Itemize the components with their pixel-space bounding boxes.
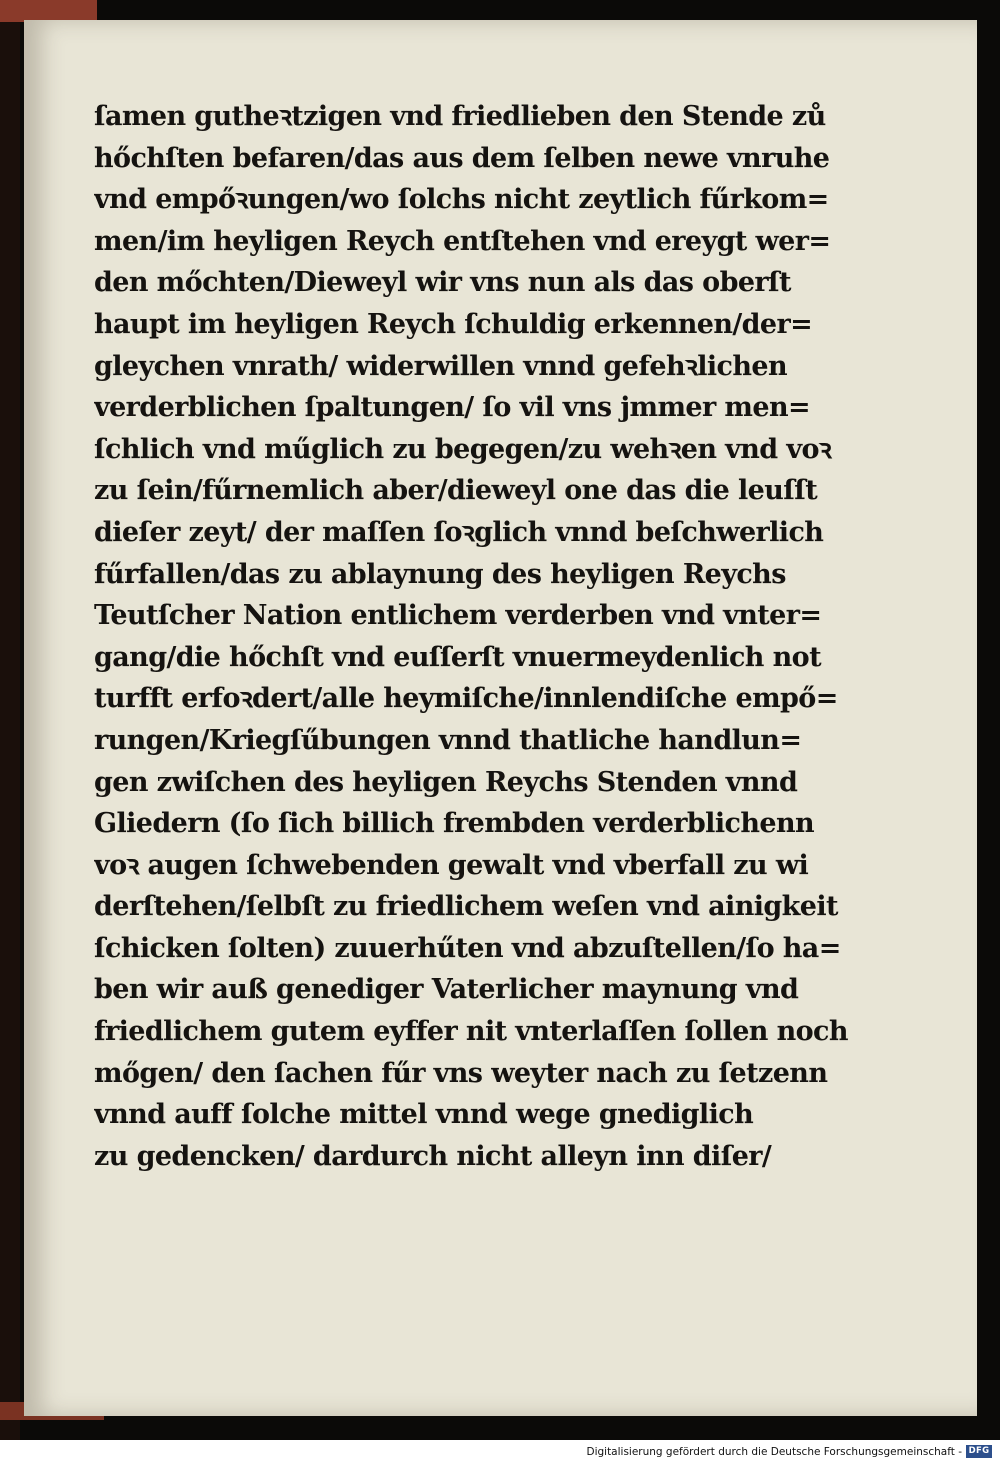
text-line: den mőchten/Dieweyl wir vns nun als das oberſt [94,267,791,299]
text-line: fűrfallen/das zu ablaynung des heyligen Reychs [94,558,786,590]
footer-bar [0,1440,1000,1465]
text-line: gleychen vnrath/ widerwillen vnnd gefehꝛlichen [94,350,787,382]
dfg-logo: DFG [966,1445,992,1458]
text-line: mőgen/ den ſachen fűr vns weyter nach zu ſetzenn [94,1057,828,1089]
text-line: zu gedencken/ dardurch nicht alleyn inn diſer/ [94,1140,772,1172]
text-line: zu ſein/fűrnemlich aber/dieweyl one das die leuſſt [94,475,818,507]
text-line: Teutſcher Nation entlichem verderben vnd vnter= [94,600,822,632]
text-line: gang/die hőchſt vnd euſſerſt vnuermeydenlich not [94,641,821,673]
funding-credit: Digitalisierung gefördert durch die Deutsche Forschungsgemeinschaft - [586,1446,962,1458]
text-line: haupt im heyligen Reych ſchuldig erkennen/der= [94,308,813,340]
text-line: vnnd auff ſolche mittel vnnd wege gnediglich [94,1099,754,1131]
binding-marker-top [0,0,97,22]
text-line: ben wir auß genediger Vaterlicher maynung vnd [94,974,799,1006]
text-line: dieſer zeyt/ der maſſen ſoꝛglich vnnd beſchwerlich [94,516,824,548]
text-line: derſtehen/ſelbſt zu friedlichem weſen vnd ainigkeit [94,891,838,923]
text-line: ſamen gutheꝛtzigen vnd friedlieben den Stende zů [94,101,826,132]
text-line: verderblichen ſpaltungen/ ſo vil vns jmmer men= [94,392,811,424]
text-line: Gliedern (ſo ſich billich frembden verderblichenn [94,808,815,840]
text-line: men/im heyligen Reych entſtehen vnd ereygt wer= [94,225,831,257]
text-line: rungen/Kriegſűbungen vnnd thatliche handlun= [94,724,802,756]
text-line: gen zwiſchen des heyligen Reychs Stenden vnnd [94,766,798,798]
text-line: ſchlich vnd műglich zu begegen/zu wehꝛen vnd voꝛ [94,433,832,465]
page-text [94,96,854,1177]
text-line: hőchſten befaren/das aus dem ſelben newe vnruhe [94,142,830,174]
text-line: turfft erfoꝛdert/alle heymiſche/innlendiſche empő= [94,683,838,715]
text-line: voꝛ augen ſchwebenden gewalt vnd vberfall zu wi [94,849,809,881]
book-edge [0,0,20,1440]
text-line: friedlichem gutem eyffer nit vnterlaſſen ſollen noch [94,1016,848,1048]
text-line: ſchicken ſolten) zuuerhűten vnd abzuſtellen/ſo ha= [94,932,841,964]
text-line: vnd empőꝛungen/wo ſolchs nicht zeytlich fűrkom= [94,184,829,216]
